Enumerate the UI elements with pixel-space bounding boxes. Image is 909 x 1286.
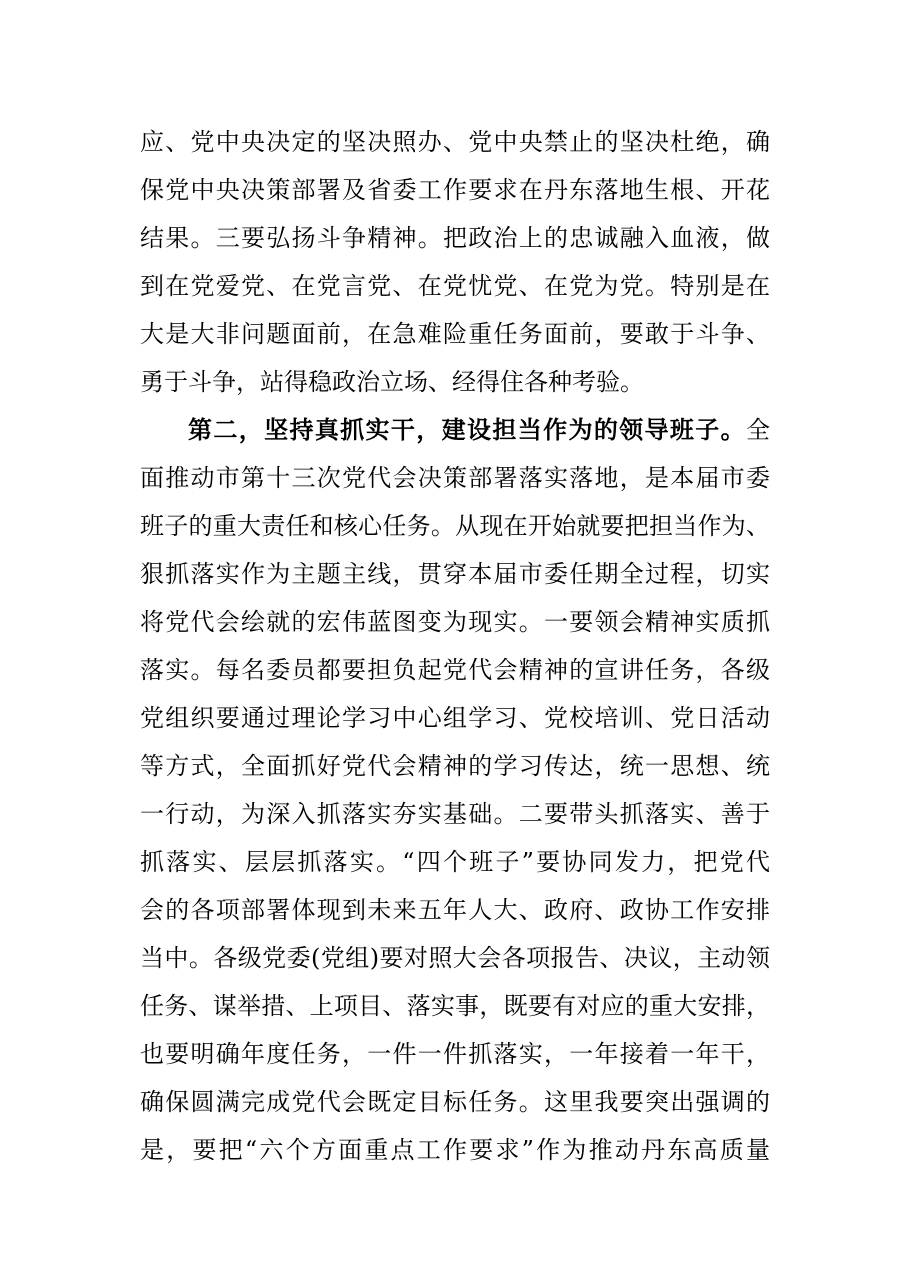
text-line: 勇于斗争，站得稳政治立场、经得住各种考验。: [140, 368, 644, 396]
text-line: 党组织要通过理论学习中心组学习、党校培训、党日活动: [140, 704, 770, 732]
text-line: 大是大非问题面前，在急难险重任务面前，要敢于斗争、: [140, 320, 770, 348]
text-line: 也要明确年度任务，一件一件抓落实，一年接着一年干，: [140, 1040, 770, 1068]
text-line: 将党代会绘就的宏伟蓝图变为现实。一要领会精神实质抓: [140, 608, 770, 636]
text-line: 抓落实、层层抓落实。“四个班子”要协同发力，把党代: [140, 848, 770, 876]
text-line: 当中。各级党委(党组)要对照大会各项报告、决议，主动领: [140, 944, 770, 972]
text-line: 班子的重大责任和核心任务。从现在开始就要把担当作为、: [140, 512, 770, 540]
text-line: 到在党爱党、在党言党、在党忧党、在党为党。特别是在: [140, 272, 770, 300]
text-line: 会的各项部署体现到未来五年人大、政府、政协工作安排: [140, 896, 770, 924]
text-line: 应、党中央决定的坚决照办、党中央禁止的坚决杜绝，确: [140, 128, 770, 156]
text-run: 全: [746, 416, 770, 444]
text-line: 落实。每名委员都要担负起党代会精神的宣讲任务，各级: [140, 656, 770, 684]
text-line: 面推动市第十三次党代会决策部署落实落地，是本届市委: [140, 464, 770, 492]
section-heading: 第二，坚持真抓实干，建设担当作为的领导班子。: [188, 415, 746, 444]
text-line: 一行动，为深入抓落实夯实基础。二要带头抓落实、善于: [140, 800, 770, 828]
text-line: 等方式，全面抓好党代会精神的学习传达，统一思想、统: [140, 752, 770, 780]
text-line: 结果。三要弘扬斗争精神。把政治上的忠诚融入血液，做: [140, 224, 770, 252]
text-line: 任务、谋举措、上项目、落实事，既要有对应的重大安排，: [140, 992, 770, 1020]
body-text: [140, 118, 770, 1174]
text-line: 确保圆满完成党代会既定目标任务。这里我要突出强调的: [140, 1088, 770, 1116]
text-line: 是，要把“六个方面重点工作要求”作为推动丹东高质量: [140, 1136, 770, 1164]
text-line: 狠抓落实作为主题主线，贯穿本届市委任期全过程，切实: [140, 560, 770, 588]
paragraph-first-line: [140, 406, 770, 454]
text-line: 保党中央决策部署及省委工作要求在丹东落地生根、开花: [140, 176, 770, 204]
